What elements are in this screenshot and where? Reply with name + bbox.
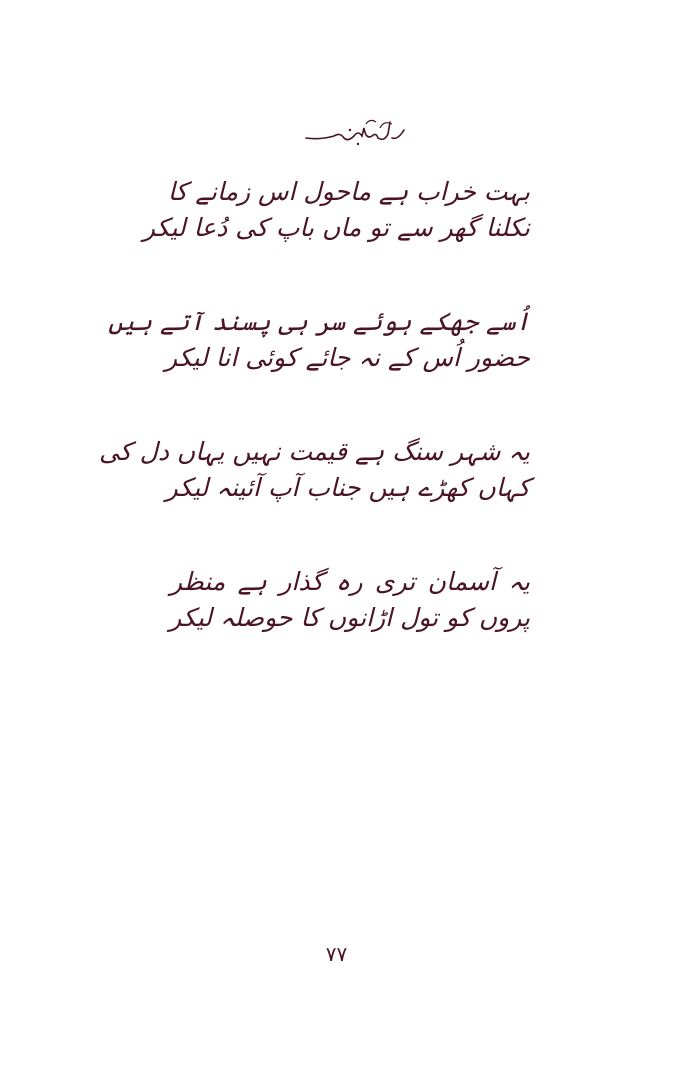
verse-line: اُسے جھکے ہوئے سر ہی پسند آتے ہیں — [108, 307, 530, 336]
verse-line: یہ شہر سنگ ہے قیمت نہیں یہاں دل کی — [98, 437, 530, 466]
calligraphy-heading — [300, 110, 410, 150]
verse-line: پروں کو تول اڑانوں کا حوصلہ لیکر — [169, 603, 530, 632]
verse-line: بہت خراب ہے ماحول اس زمانے کا — [167, 177, 530, 206]
stanza-4 — [170, 564, 530, 636]
verse-line: نکلنا گھر سے تو ماں باپ کی دُعا لیکر — [142, 213, 530, 242]
page-number: ۷۷ — [325, 942, 348, 966]
verse-line: کہاں کھڑے ہیں جناب آپ آئینہ لیکر — [165, 473, 530, 502]
verse-line: حضور اُس کے نہ جائے کوئی انا لیکر — [165, 343, 530, 372]
calligraphy-heading-mark — [300, 110, 410, 150]
stanza-3 — [98, 434, 530, 506]
verse-line: یہ آسمان تری رہ گذار ہے منظر — [170, 567, 530, 596]
stanza-1 — [142, 174, 530, 246]
stanza-2 — [108, 304, 530, 376]
